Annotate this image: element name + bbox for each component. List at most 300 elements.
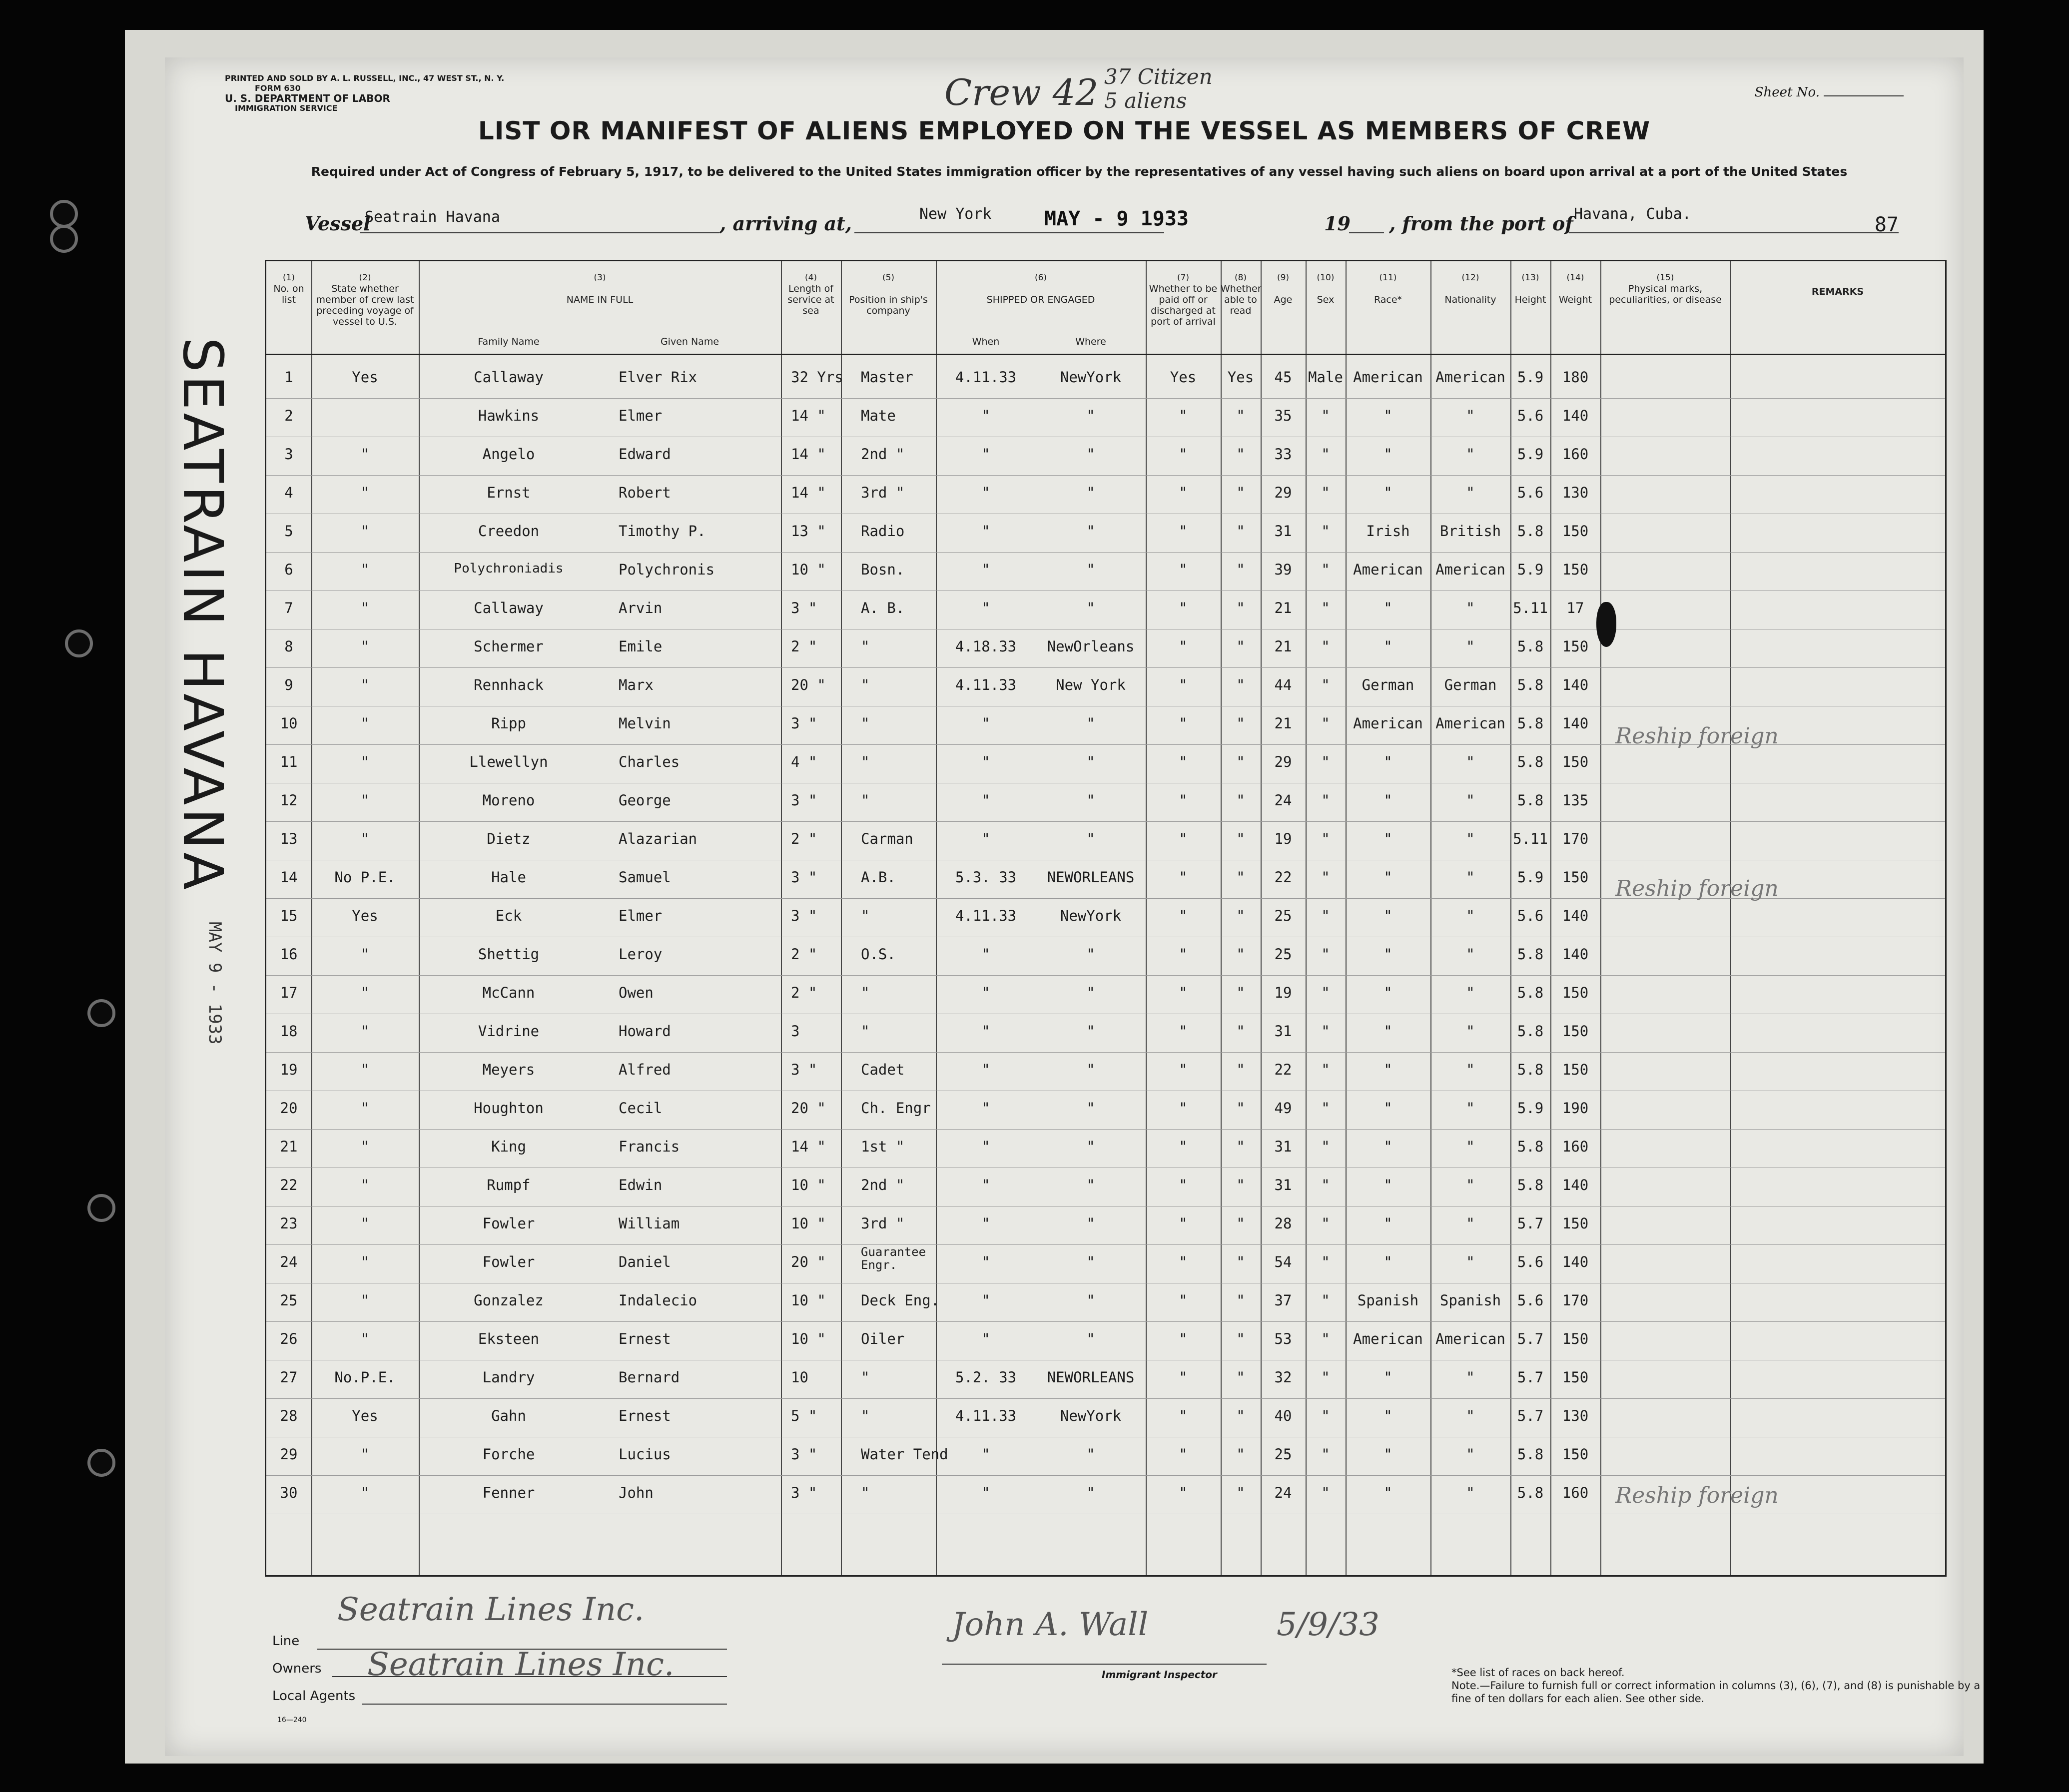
col-divider — [311, 261, 312, 1575]
cell-no: 27 — [280, 1369, 298, 1386]
cell-age: 45 — [1274, 369, 1292, 386]
cell-weight: 135 — [1562, 792, 1589, 809]
col-header-11: (11) Race* — [1374, 273, 1402, 305]
cell-weight: 17 — [1566, 599, 1584, 616]
row-rule — [266, 1475, 1945, 1476]
cell-no: 8 — [284, 638, 293, 655]
cell-position: " — [861, 984, 870, 1001]
cell-height: 5.6 — [1517, 907, 1544, 924]
cell-given: John — [619, 1484, 654, 1501]
races-note: *See list of races on back hereof. — [1451, 1667, 1625, 1679]
cell-given: Samuel — [619, 869, 671, 886]
cell-paid: Yes — [1170, 369, 1197, 386]
cell-sex: " — [1321, 676, 1330, 693]
cell-prev: " — [360, 1177, 370, 1194]
cell-family: Eksteen — [478, 1330, 540, 1347]
row-rule — [266, 1244, 1945, 1245]
cell-weight: 130 — [1562, 484, 1589, 501]
cell-given: Lucius — [619, 1446, 671, 1463]
col-divider — [1730, 261, 1731, 1575]
cell-nationality: " — [1466, 1407, 1475, 1424]
remark-row-5: Reship foreign — [1615, 723, 1779, 749]
cell-race: " — [1383, 1177, 1392, 1194]
cell-prev: " — [360, 830, 370, 847]
cell-weight: 140 — [1562, 946, 1589, 963]
cell-given: Elmer — [619, 907, 663, 924]
ink-blot — [1596, 602, 1616, 647]
cell-age: 44 — [1274, 676, 1292, 693]
cell-nationality: American — [1435, 1330, 1505, 1347]
cell-service: 13 " — [791, 523, 826, 540]
cell-position: A.B. — [861, 869, 896, 886]
cell-family: Callaway — [474, 599, 544, 616]
cell-weight: 130 — [1562, 1407, 1589, 1424]
cell-weight: 170 — [1562, 1292, 1589, 1309]
cell-age: 25 — [1274, 1446, 1292, 1463]
col-divider — [1600, 261, 1601, 1575]
cell-service: 2 " — [791, 984, 817, 1001]
cell-prev: " — [360, 446, 370, 463]
cell-family: Houghton — [474, 1100, 544, 1117]
cell-family: Schermer — [474, 638, 544, 655]
cell-position: Bosn. — [861, 561, 905, 578]
header-rule — [266, 354, 1945, 355]
cell-nationality: " — [1466, 946, 1475, 963]
col-header-15: (15) Physical marks, peculiarities, or disease — [1609, 273, 1722, 305]
cell-prev: No P.E. — [334, 869, 396, 886]
cell-where: NewYork — [1060, 1407, 1122, 1424]
cell-paid: " — [1179, 1215, 1188, 1232]
cell-nationality: " — [1466, 984, 1475, 1001]
cell-read: " — [1236, 1446, 1245, 1463]
cell-when: " — [981, 830, 990, 847]
cell-prev: " — [360, 599, 370, 616]
cell-where: " — [1086, 1292, 1095, 1309]
col-header-4: (4) Length of service at sea — [787, 273, 834, 316]
cell-family: Rumpf — [487, 1177, 531, 1194]
cell-position: 3rd " — [861, 484, 905, 501]
cell-race: " — [1383, 638, 1392, 655]
cell-race: " — [1383, 407, 1392, 424]
cell-where: " — [1086, 1484, 1095, 1501]
cell-no: 21 — [280, 1138, 298, 1155]
cell-nationality: " — [1466, 753, 1475, 770]
cell-given: George — [619, 792, 671, 809]
cell-family: Hawkins — [478, 407, 540, 424]
cell-height: 5.8 — [1517, 1446, 1544, 1463]
cell-paid: " — [1179, 638, 1188, 655]
cell-race: " — [1383, 869, 1392, 886]
cell-race: " — [1383, 1061, 1392, 1078]
cell-service: 3 " — [791, 1446, 817, 1463]
col-header-13: (13) Height — [1514, 273, 1546, 305]
cell-paid: " — [1179, 1407, 1188, 1424]
row-rule — [266, 1398, 1945, 1399]
cell-service: 20 " — [791, 1100, 826, 1117]
col-header-6: (6) SHIPPED OR ENGAGED — [986, 273, 1095, 305]
cell-read: " — [1236, 1484, 1245, 1501]
cell-weight: 140 — [1562, 715, 1589, 732]
cell-race: " — [1383, 753, 1392, 770]
cell-race: " — [1383, 1215, 1392, 1232]
cell-read: " — [1236, 1330, 1245, 1347]
cell-position: O.S. — [861, 946, 896, 963]
cell-nationality: Spanish — [1439, 1292, 1501, 1309]
row-rule — [266, 398, 1945, 399]
line-signature: Seatrain Lines Inc. — [337, 1591, 645, 1628]
cell-no: 22 — [280, 1177, 298, 1194]
cell-read: " — [1236, 869, 1245, 886]
cell-no: 6 — [284, 561, 293, 578]
cell-read: Yes — [1227, 369, 1254, 386]
cell-paid: " — [1179, 599, 1188, 616]
cell-height: 5.9 — [1517, 446, 1544, 463]
cell-where: " — [1086, 1253, 1095, 1270]
cell-where: " — [1086, 599, 1095, 616]
cell-read: " — [1236, 907, 1245, 924]
cell-prev: " — [360, 1138, 370, 1155]
cell-position: Cadet — [861, 1061, 905, 1078]
cell-family: Creedon — [478, 523, 540, 540]
cell-position: " — [861, 715, 870, 732]
cell-position: 2nd " — [861, 446, 905, 463]
cell-nationality: German — [1444, 676, 1497, 693]
cell-read: " — [1236, 407, 1245, 424]
cell-nationality: " — [1466, 869, 1475, 886]
form-number: FORM 630 — [255, 83, 301, 93]
cell-sex: " — [1321, 561, 1330, 578]
cell-paid: " — [1179, 523, 1188, 540]
cell-service: 2 " — [791, 638, 817, 655]
footer-note — [1451, 1666, 2001, 1705]
cell-position: Deck Eng. — [861, 1292, 940, 1309]
cell-prev: " — [360, 792, 370, 809]
cell-age: 31 — [1274, 1177, 1292, 1194]
cell-read: " — [1236, 676, 1245, 693]
cell-nationality: " — [1466, 1215, 1475, 1232]
binder-hole — [65, 629, 93, 657]
cell-age: 29 — [1274, 753, 1292, 770]
cell-age: 31 — [1274, 1023, 1292, 1040]
col-header-3b: Given Name — [660, 336, 719, 347]
cell-height: 5.8 — [1517, 1484, 1544, 1501]
cell-weight: 180 — [1562, 369, 1589, 386]
cell-prev: " — [360, 1446, 370, 1463]
cell-family: Moreno — [482, 792, 535, 809]
cell-given: Daniel — [619, 1253, 671, 1270]
cell-read: " — [1236, 1177, 1245, 1194]
cell-no: 7 — [284, 599, 293, 616]
binder-hole — [87, 999, 115, 1027]
cell-nationality: " — [1466, 484, 1475, 501]
cell-nationality: " — [1466, 792, 1475, 809]
cell-given: Timothy P. — [619, 523, 706, 540]
cell-weight: 150 — [1562, 869, 1589, 886]
cell-when: " — [981, 984, 990, 1001]
cell-given: William — [619, 1215, 680, 1232]
page-number: 87 — [1874, 213, 1899, 236]
cell-when: 4.11.33 — [955, 907, 1017, 924]
cell-when: 5.3. 33 — [955, 869, 1017, 886]
cell-position: A. B. — [861, 599, 905, 616]
cell-race: " — [1383, 792, 1392, 809]
cell-read: " — [1236, 446, 1245, 463]
cell-no: 18 — [280, 1023, 298, 1040]
cell-age: 49 — [1274, 1100, 1292, 1117]
cell-read: " — [1236, 946, 1245, 963]
cell-when: 5.2. 33 — [955, 1369, 1017, 1386]
cell-prev: " — [360, 1023, 370, 1040]
side-date-stamp: MAY 9 - 1933 — [205, 922, 225, 1045]
cell-sex: " — [1321, 1292, 1330, 1309]
cell-age: 29 — [1274, 484, 1292, 501]
cell-no: 16 — [280, 946, 298, 963]
cell-given: Edward — [619, 446, 671, 463]
cell-sex: " — [1321, 946, 1330, 963]
col-header-7: (7) Whether to be paid off or discharged at port of arrival — [1149, 273, 1218, 327]
vessel-name-underline — [360, 232, 719, 233]
cell-sex: " — [1321, 638, 1330, 655]
cell-where: NewYork — [1060, 907, 1122, 924]
cell-position: " — [861, 1369, 870, 1386]
cell-sex: " — [1321, 446, 1330, 463]
cell-given: Ernest — [619, 1407, 671, 1424]
cell-service: 3 " — [791, 792, 817, 809]
cell-nationality: " — [1466, 599, 1475, 616]
cell-sex: " — [1321, 1369, 1330, 1386]
cell-where: " — [1086, 792, 1095, 809]
cell-sex: " — [1321, 753, 1330, 770]
cell-sex: " — [1321, 484, 1330, 501]
cell-age: 54 — [1274, 1253, 1292, 1270]
cell-age: 25 — [1274, 946, 1292, 963]
cell-family: Landry — [482, 1369, 535, 1386]
cell-sex: " — [1321, 1215, 1330, 1232]
cell-read: " — [1236, 1215, 1245, 1232]
cell-height: 5.9 — [1517, 561, 1544, 578]
cell-prev: " — [360, 1100, 370, 1117]
cell-height: 5.7 — [1517, 1369, 1544, 1386]
col-header-10: (10) Sex — [1317, 273, 1335, 305]
cell-no: 12 — [280, 792, 298, 809]
cell-prev: " — [360, 484, 370, 501]
arrival-date-stamp: MAY - 9 1933 — [1044, 207, 1189, 230]
cell-where: " — [1086, 484, 1095, 501]
cell-sex: " — [1321, 1330, 1330, 1347]
cell-sex: " — [1321, 1253, 1330, 1270]
cell-race: " — [1383, 984, 1392, 1001]
cell-no: 20 — [280, 1100, 298, 1117]
cell-age: 35 — [1274, 407, 1292, 424]
cell-where: " — [1086, 715, 1095, 732]
cell-paid: " — [1179, 1138, 1188, 1155]
cell-family: McCann — [482, 984, 535, 1001]
manifest-footer — [272, 1586, 1981, 1736]
cell-height: 5.7 — [1517, 1407, 1544, 1424]
cell-sex: " — [1321, 830, 1330, 847]
cell-given: Owen — [619, 984, 654, 1001]
cell-when: " — [981, 715, 990, 732]
cell-family: Fenner — [482, 1484, 535, 1501]
col-header-16: REMARKS — [1811, 286, 1864, 297]
cell-service: 14 " — [791, 446, 826, 463]
crew-aliens: 5 aliens — [1104, 88, 1187, 113]
cell-service: 3 " — [791, 599, 817, 616]
cell-height: 5.8 — [1517, 1138, 1544, 1155]
cell-read: " — [1236, 1253, 1245, 1270]
cell-service: 10 " — [791, 1292, 826, 1309]
cell-height: 5.8 — [1517, 523, 1544, 540]
col-header-14: (14) Weight — [1558, 273, 1592, 305]
cell-family: Ernst — [487, 484, 531, 501]
cell-nationality: American — [1435, 561, 1505, 578]
cell-height: 5.8 — [1517, 715, 1544, 732]
row-rule — [266, 1052, 1945, 1053]
cell-sex: " — [1321, 1100, 1330, 1117]
cell-sex: " — [1321, 523, 1330, 540]
col-header-1: (1) No. on list — [273, 273, 304, 305]
cell-family: Hale — [491, 869, 526, 886]
cell-sex: " — [1321, 1138, 1330, 1155]
cell-position: " — [861, 792, 870, 809]
crew-table — [265, 260, 1947, 1577]
cell-age: 21 — [1274, 638, 1292, 655]
cell-sex: " — [1321, 715, 1330, 732]
cell-position: Carman — [861, 830, 913, 847]
cell-family: Fowler — [482, 1215, 535, 1232]
cell-where: " — [1086, 753, 1095, 770]
cell-weight: 140 — [1562, 1177, 1589, 1194]
cell-position: " — [861, 1407, 870, 1424]
cell-race: " — [1383, 830, 1392, 847]
manifest-sheet — [165, 57, 1981, 1756]
cell-no: 30 — [280, 1484, 298, 1501]
arriving-label: , arriving at, — [719, 212, 852, 235]
cell-race: " — [1383, 946, 1392, 963]
vessel-side-stamp: SEATRAIN HAVANA — [171, 337, 235, 893]
cell-family: Gahn — [491, 1407, 526, 1424]
cell-read: " — [1236, 1369, 1245, 1386]
cell-race: " — [1383, 484, 1392, 501]
cell-race: " — [1383, 907, 1392, 924]
cell-given: Melvin — [619, 715, 671, 732]
cell-read: " — [1236, 523, 1245, 540]
cell-when: " — [981, 946, 990, 963]
remark-row-25: Reship foreign — [1615, 1483, 1779, 1508]
cell-where: " — [1086, 523, 1095, 540]
cell-paid: " — [1179, 946, 1188, 963]
cell-prev: " — [360, 753, 370, 770]
crew-breakdown — [1104, 65, 1213, 113]
cell-no: 13 — [280, 830, 298, 847]
cell-weight: 170 — [1562, 830, 1589, 847]
cell-nationality: " — [1466, 830, 1475, 847]
cell-paid: " — [1179, 676, 1188, 693]
cell-paid: " — [1179, 1484, 1188, 1501]
cell-weight: 150 — [1562, 1061, 1589, 1078]
cell-paid: " — [1179, 715, 1188, 732]
page-title: LIST OR MANIFEST OF ALIENS EMPLOYED ON THE VESSEL AS MEMBERS OF CREW — [478, 116, 1651, 145]
row-rule — [266, 667, 1945, 668]
cell-family: Rennhack — [474, 676, 544, 693]
cell-age: 19 — [1274, 984, 1292, 1001]
cell-no: 19 — [280, 1061, 298, 1078]
cell-where: NEWORLEANS — [1047, 869, 1135, 886]
cell-prev: " — [360, 561, 370, 578]
inspector-underline — [942, 1664, 1267, 1665]
cell-where: " — [1086, 1138, 1095, 1155]
cell-read: " — [1236, 792, 1245, 809]
cell-prev: Yes — [352, 369, 378, 386]
cell-where: " — [1086, 1215, 1095, 1232]
cell-no: 28 — [280, 1407, 298, 1424]
col-header-2: (2) State whether member of crew last preceding voyage of vessel to U.S. — [316, 273, 414, 327]
cell-prev: " — [360, 1484, 370, 1501]
cell-position: 1st " — [861, 1138, 905, 1155]
cell-age: 32 — [1274, 1369, 1292, 1386]
cell-sex: " — [1321, 1177, 1330, 1194]
cell-race: American — [1353, 1330, 1423, 1347]
cell-read: " — [1236, 1292, 1245, 1309]
cell-position: Oiler — [861, 1330, 905, 1347]
cell-service: 3 " — [791, 715, 817, 732]
cell-when: " — [981, 599, 990, 616]
year-underline — [1349, 232, 1384, 233]
crew-citizens: 37 Citizen — [1104, 64, 1213, 89]
cell-position: " — [861, 1484, 870, 1501]
cell-paid: " — [1179, 407, 1188, 424]
cell-read: " — [1236, 1023, 1245, 1040]
cell-sex: " — [1321, 907, 1330, 924]
cell-age: 31 — [1274, 1138, 1292, 1155]
cell-race: American — [1353, 369, 1423, 386]
cell-read: " — [1236, 1100, 1245, 1117]
cell-given: Alazarian — [619, 830, 697, 847]
cell-age: 21 — [1274, 599, 1292, 616]
cell-service: 14 " — [791, 484, 826, 501]
cell-given: Emile — [619, 638, 663, 655]
cell-prev: No.P.E. — [334, 1369, 396, 1386]
cell-race: American — [1353, 715, 1423, 732]
cell-where: " — [1086, 1023, 1095, 1040]
cell-weight: 150 — [1562, 1023, 1589, 1040]
cell-race: American — [1353, 561, 1423, 578]
cell-race: " — [1383, 1253, 1392, 1270]
cell-sex: " — [1321, 869, 1330, 886]
cell-when: 4.11.33 — [955, 676, 1017, 693]
form-code: 16—240 — [277, 1716, 307, 1724]
service-name: IMMIGRATION SERVICE — [235, 103, 338, 113]
cell-where: " — [1086, 946, 1095, 963]
cell-sex: " — [1321, 792, 1330, 809]
cell-nationality: " — [1466, 1484, 1475, 1501]
cell-race: " — [1383, 1100, 1392, 1117]
cell-where: " — [1086, 830, 1095, 847]
cell-race: " — [1383, 599, 1392, 616]
cell-height: 5.11 — [1513, 830, 1548, 847]
cell-sex: " — [1321, 1407, 1330, 1424]
cell-given: Francis — [619, 1138, 680, 1155]
cell-family: Ripp — [491, 715, 526, 732]
cell-read: " — [1236, 1407, 1245, 1424]
cell-given: Elmer — [619, 407, 663, 424]
cell-paid: " — [1179, 1023, 1188, 1040]
cell-read: " — [1236, 1061, 1245, 1078]
cell-given: Ernest — [619, 1330, 671, 1347]
cell-paid: " — [1179, 984, 1188, 1001]
cell-given: Charles — [619, 753, 680, 770]
cell-age: 37 — [1274, 1292, 1292, 1309]
